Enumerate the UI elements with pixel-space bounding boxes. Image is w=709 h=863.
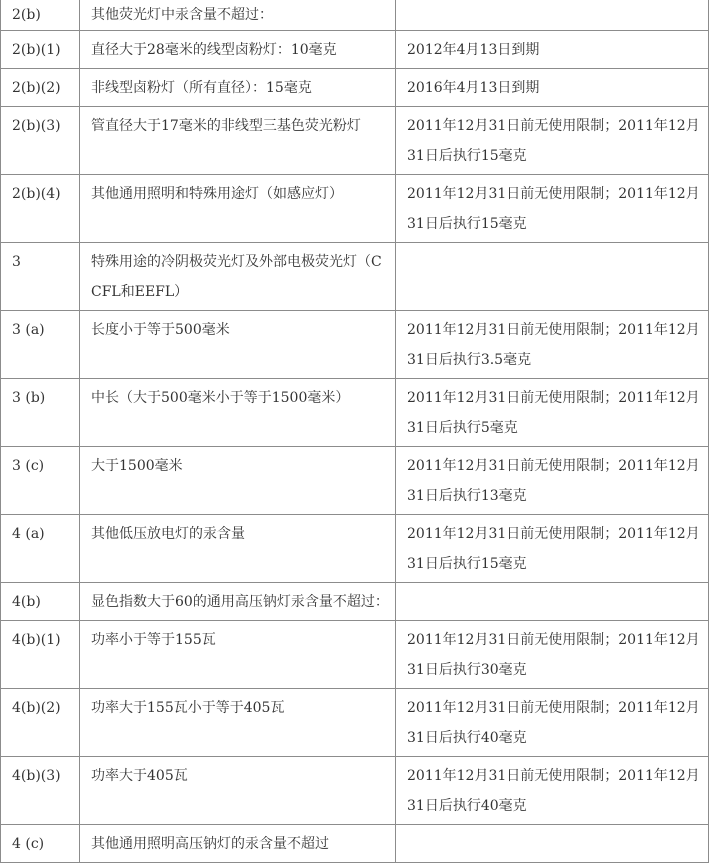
table-row (1, 447, 709, 515)
row-note: 2011年12月31日前无使用限制；2011年12月31日后执行5毫克 (396, 379, 709, 447)
row-code: 4(b) (1, 583, 80, 621)
row-code: 4 (a) (1, 515, 80, 583)
row-code: 4(b)(2) (1, 689, 80, 757)
table-row (1, 107, 709, 175)
row-note: 2011年12月31日前无使用限制；2011年12月31日后执行3.5毫克 (396, 311, 709, 379)
row-note: 2011年12月31日前无使用限制；2011年12月31日后执行15毫克 (396, 515, 709, 583)
table-row (1, 379, 709, 447)
row-description: 其他通用照明高压钠灯的汞含量不超过 (80, 825, 396, 863)
row-description: 显色指数大于60的通用高压钠灯汞含量不超过： (80, 583, 396, 621)
table-row (1, 515, 709, 583)
row-note: 2011年12月31日前无使用限制；2011年12月31日后执行15毫克 (396, 175, 709, 243)
row-description: 长度小于等于500毫米 (80, 311, 396, 379)
row-code: 2(b)(4) (1, 175, 80, 243)
row-note (396, 243, 709, 311)
row-note: 2011年12月31日前无使用限制；2011年12月31日后执行40毫克 (396, 689, 709, 757)
row-note: 2012年4月13日到期 (396, 31, 709, 69)
row-description: 功率大于405瓦 (80, 757, 396, 825)
row-code: 3 (b) (1, 379, 80, 447)
row-description: 中长（大于500毫米小于等于1500毫米） (80, 379, 396, 447)
row-code: 2(b) (1, 0, 80, 31)
row-note (396, 825, 709, 863)
row-note: 2016年4月13日到期 (396, 69, 709, 107)
row-description: 功率大于155瓦小于等于405瓦 (80, 689, 396, 757)
table-row (1, 243, 709, 311)
row-description: 其他通用照明和特殊用途灯（如感应灯） (80, 175, 396, 243)
row-code: 4(b)(1) (1, 621, 80, 689)
table-row (1, 175, 709, 243)
row-code: 3 (1, 243, 80, 311)
row-description: 功率小于等于155瓦 (80, 621, 396, 689)
table-row (1, 69, 709, 107)
row-note: 2011年12月31日前无使用限制；2011年12月31日后执行30毫克 (396, 621, 709, 689)
row-description: 非线型卤粉灯（所有直径）：15毫克 (80, 69, 396, 107)
row-code: 2(b)(2) (1, 69, 80, 107)
row-description: 大于1500毫米 (80, 447, 396, 515)
row-code: 3 (a) (1, 311, 80, 379)
table-row (1, 0, 709, 31)
row-description: 直径大于28毫米的线型卤粉灯：10毫克 (80, 31, 396, 69)
row-note: 2011年12月31日前无使用限制；2011年12月31日后执行15毫克 (396, 107, 709, 175)
row-code: 4(b)(3) (1, 757, 80, 825)
table-row (1, 31, 709, 69)
table-row (1, 825, 709, 863)
table-row (1, 583, 709, 621)
row-code: 4 (c) (1, 825, 80, 863)
row-note (396, 0, 709, 31)
row-description: 其他荧光灯中汞含量不超过： (80, 0, 396, 31)
table-row (1, 621, 709, 689)
table-row (1, 311, 709, 379)
row-note: 2011年12月31日前无使用限制；2011年12月31日后执行13毫克 (396, 447, 709, 515)
row-description: 特殊用途的冷阴极荧光灯及外部电极荧光灯（CCFL和EEFL） (80, 243, 396, 311)
row-description: 管直径大于17毫米的非线型三基色荧光粉灯 (80, 107, 396, 175)
row-code: 2(b)(3) (1, 107, 80, 175)
table-row (1, 689, 709, 757)
row-note: 2011年12月31日前无使用限制；2011年12月31日后执行40毫克 (396, 757, 709, 825)
row-code: 3 (c) (1, 447, 80, 515)
table-row (1, 757, 709, 825)
row-code: 2(b)(1) (1, 31, 80, 69)
row-note (396, 583, 709, 621)
row-description: 其他低压放电灯的汞含量 (80, 515, 396, 583)
